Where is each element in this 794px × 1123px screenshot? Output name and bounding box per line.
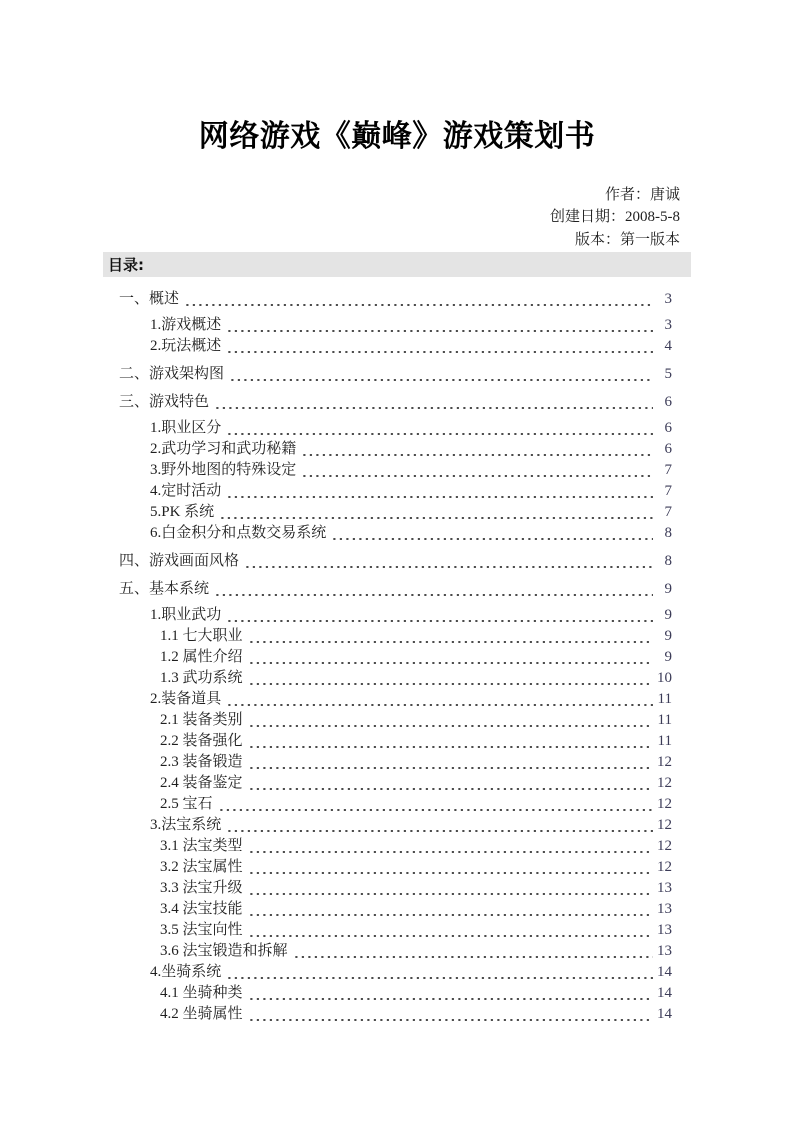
toc-entry[interactable] [103, 815, 672, 836]
toc-entry-title: 基本系统 [149, 581, 210, 598]
meta-author: 作者：唐诚 [604, 187, 680, 203]
toc-entry-number: 一、 [119, 291, 150, 308]
toc-entry[interactable] [103, 579, 672, 600]
toc-entry-page: 10 [657, 670, 672, 687]
toc-entry-page: 12 [657, 796, 672, 813]
toc-entry[interactable] [103, 899, 672, 920]
toc-list [103, 289, 691, 1025]
toc-entry-title: 2.装备道具 [150, 691, 222, 708]
toc-entry-title: 5.PK 系统 [150, 504, 215, 521]
dot-leader [228, 830, 653, 832]
dot-leader [250, 746, 653, 748]
toc-entry-title: 3.5 法宝向性 [160, 922, 243, 939]
toc-entry[interactable] [103, 647, 672, 668]
dot-leader [250, 1019, 653, 1021]
toc-entry-number: 三、 [119, 394, 150, 411]
toc-entry-title: 游戏特色 [149, 394, 210, 411]
toc-entry-title: 1.3 武功系统 [160, 670, 243, 687]
dot-leader [250, 872, 653, 874]
toc-entry-title: 3.6 法宝锻造和拆解 [160, 943, 288, 960]
toc-entry[interactable] [103, 460, 672, 481]
toc-entry[interactable] [103, 523, 672, 544]
toc-entry-title: 概述 [149, 291, 180, 308]
toc-entry[interactable] [103, 364, 672, 385]
toc-entry[interactable] [103, 773, 672, 794]
toc-entry[interactable] [103, 605, 672, 626]
toc-entry-page: 12 [657, 775, 672, 792]
dot-leader [250, 788, 653, 790]
toc-entry[interactable] [103, 941, 672, 962]
toc-entry[interactable] [103, 336, 672, 357]
toc-entry-number: 五、 [119, 581, 150, 598]
toc-entry[interactable] [103, 731, 672, 752]
toc-entry-title: 4.坐骑系统 [150, 964, 222, 981]
toc-entry[interactable] [103, 710, 672, 731]
toc-entry-page: 3 [664, 317, 672, 334]
toc-entry-page: 14 [657, 1006, 672, 1023]
toc-entry-title: 3.野外地图的特殊设定 [150, 462, 297, 479]
dot-leader [303, 475, 653, 477]
document-title: 网络游戏《巅峰》游戏策划书 [198, 119, 596, 154]
dot-leader [250, 683, 653, 685]
toc-entry-page: 9 [664, 649, 672, 666]
meta-version: 版本：第一版本 [574, 231, 680, 248]
toc-entry-title: 1.1 七大职业 [160, 628, 243, 645]
toc-entry-title: 2.3 装备锻造 [160, 754, 243, 771]
document-meta [0, 184, 794, 251]
dot-leader [228, 330, 653, 332]
toc-entry-title: 2.武功学习和武功秘籍 [150, 441, 297, 458]
dot-leader [250, 767, 653, 769]
dot-leader [228, 433, 653, 435]
toc-entry[interactable] [103, 481, 672, 502]
toc-entry[interactable] [103, 878, 672, 899]
dot-leader [250, 998, 653, 1000]
toc-entry-title: 2.2 装备强化 [160, 733, 243, 750]
toc-entry-page: 6 [664, 420, 672, 437]
toc-entry-page: 7 [664, 483, 672, 500]
toc-entry-title: 游戏架构图 [149, 366, 225, 383]
toc-entry-page: 7 [664, 462, 672, 479]
toc-entry-title: 3.法宝系统 [150, 817, 222, 834]
toc-entry-page: 12 [657, 754, 672, 771]
toc-entry-page: 14 [657, 964, 672, 981]
toc-entry[interactable] [103, 794, 672, 815]
toc-entry-title: 2.玩法概述 [150, 338, 222, 355]
dot-leader [216, 594, 653, 596]
toc-entry-page: 7 [664, 504, 672, 521]
toc-entry[interactable] [103, 1004, 672, 1025]
toc-entry[interactable] [103, 439, 672, 460]
dot-leader [228, 704, 653, 706]
dot-leader [250, 851, 653, 853]
toc-entry-title: 1.2 属性介绍 [160, 649, 243, 666]
toc-entry-title: 4.2 坐骑属性 [160, 1006, 243, 1023]
toc-entry-title: 1.职业武功 [150, 607, 222, 624]
toc-entry-page: 12 [657, 838, 672, 855]
toc-entry[interactable] [103, 983, 672, 1004]
toc-entry-page: 12 [657, 859, 672, 876]
dot-leader [221, 517, 653, 519]
toc-entry-title: 4.1 坐骑种类 [160, 985, 243, 1002]
dot-leader [228, 620, 653, 622]
toc-entry[interactable] [103, 502, 672, 523]
toc-entry[interactable] [103, 315, 672, 336]
dot-leader [231, 379, 653, 381]
toc-entry-page: 11 [657, 712, 672, 729]
toc-entry[interactable] [103, 289, 672, 310]
dot-leader [220, 809, 653, 811]
toc-entry-page: 6 [664, 441, 672, 458]
toc-entry-page: 5 [664, 366, 672, 383]
dot-leader [186, 304, 653, 306]
dot-leader [250, 725, 653, 727]
dot-leader [250, 662, 653, 664]
dot-leader [250, 893, 653, 895]
dot-leader [228, 496, 653, 498]
toc-entry-page: 13 [657, 922, 672, 939]
toc-entry-title: 3.4 法宝技能 [160, 901, 243, 918]
toc-entry[interactable] [103, 418, 672, 439]
toc-entry[interactable] [103, 962, 672, 983]
toc-entry-page: 4 [664, 338, 672, 355]
toc-entry-title: 2.5 宝石 [160, 796, 213, 813]
dot-leader [250, 914, 653, 916]
toc-entry-title: 游戏画面风格 [149, 553, 240, 570]
toc-entry-title: 3.2 法宝属性 [160, 859, 243, 876]
toc-entry[interactable] [103, 752, 672, 773]
dot-leader [333, 538, 653, 540]
dot-leader [303, 454, 653, 456]
toc-entry[interactable] [103, 920, 672, 941]
toc-entry-title: 2.4 装备鉴定 [160, 775, 243, 792]
meta-created-date: 创建日期：2008-5-8 [550, 209, 680, 226]
toc-heading: 目录: [103, 252, 691, 277]
dot-leader [250, 935, 653, 937]
toc-entry-number: 二、 [119, 366, 150, 383]
dot-leader [228, 351, 653, 353]
toc-entry-page: 12 [657, 817, 672, 834]
dot-leader [246, 566, 653, 568]
toc-entry-title: 1.游戏概述 [150, 317, 222, 334]
toc-entry-page: 13 [657, 880, 672, 897]
toc-entry-page: 11 [657, 733, 672, 750]
toc-entry-page: 11 [657, 691, 672, 708]
dot-leader [250, 641, 653, 643]
toc-entry-page: 6 [664, 394, 672, 411]
toc-entry[interactable] [103, 689, 672, 710]
toc-entry-page: 9 [664, 607, 672, 624]
toc-entry-title: 1.职业区分 [150, 420, 222, 437]
toc-entry[interactable] [103, 836, 672, 857]
toc-entry[interactable] [103, 551, 672, 572]
dot-leader [228, 977, 653, 979]
toc-entry-title: 3.3 法宝升级 [160, 880, 243, 897]
dot-leader [295, 956, 653, 958]
toc-entry-page: 9 [664, 581, 672, 598]
toc-entry-title: 6.白金积分和点数交易系统 [150, 525, 327, 542]
toc-entry-page: 13 [657, 943, 672, 960]
toc-entry-page: 14 [657, 985, 672, 1002]
toc-entry[interactable] [103, 668, 672, 689]
toc-entry-title: 3.1 法宝类型 [160, 838, 243, 855]
toc-entry-page: 8 [664, 553, 672, 570]
toc-entry[interactable] [103, 392, 672, 413]
toc-entry-title: 2.1 装备类别 [160, 712, 243, 729]
toc-entry[interactable] [103, 626, 672, 647]
toc-entry-page: 8 [664, 525, 672, 542]
toc-entry-page: 13 [657, 901, 672, 918]
toc-entry-page: 9 [664, 628, 672, 645]
toc-entry-page: 3 [664, 291, 672, 308]
toc-entry[interactable] [103, 857, 672, 878]
toc-entry-number: 四、 [119, 553, 150, 570]
toc-entry-title: 4.定时活动 [150, 483, 222, 500]
dot-leader [216, 407, 653, 409]
